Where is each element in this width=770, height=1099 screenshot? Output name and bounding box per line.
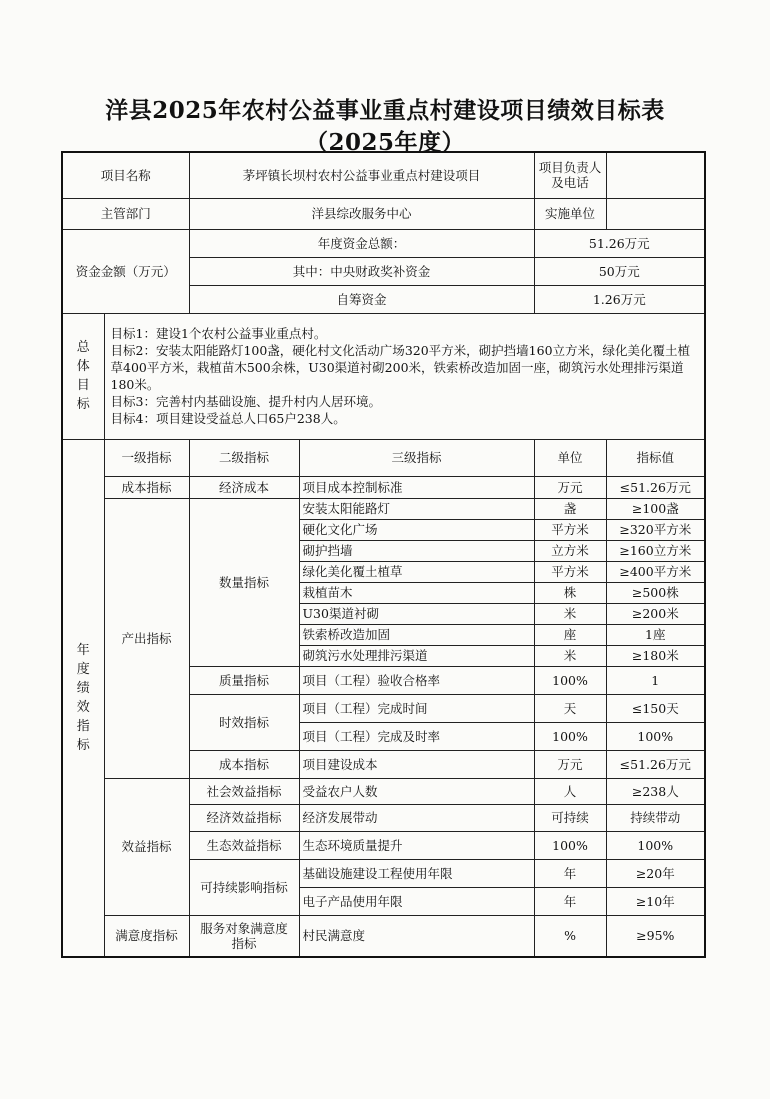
indicator-name: 绿化美化覆土植草 [299,561,534,582]
indicator-name: 生态环境质量提升 [299,831,534,859]
owner-phone-value [606,152,705,198]
indicator-value: 100% [606,831,705,859]
indicator-name: 栽植苗木 [299,582,534,603]
goal-item: 目标3：完善村内基础设施、提升村内人居环境。 [110,394,381,409]
level1-benefit: 效益指标 [104,778,189,915]
level2-service: 服务对象满意度指标 [189,915,299,957]
indicator-unit: 座 [534,624,606,645]
indicator-unit: % [534,915,606,957]
owner-phone-label: 项目负责人及电话 [534,152,606,198]
indicator-value: ≥400平方米 [606,561,705,582]
level2-cost: 成本指标 [189,750,299,778]
level2-timeliness: 时效指标 [189,694,299,750]
funds-total-value: 51.26万元 [534,229,705,257]
indicator-unit: 株 [534,582,606,603]
indicator-unit: 平方米 [534,561,606,582]
table-row [62,778,705,804]
indicator-unit: 年 [534,859,606,887]
indicator-name: 砌筑污水处理排污渠道 [299,645,534,666]
indicator-value: ≥180米 [606,645,705,666]
header-value: 指标值 [606,439,705,476]
indicators-section-text: 年度绩效指标 [76,642,90,753]
dept-label: 主管部门 [62,198,189,229]
level2-economic-cost: 经济成本 [189,476,299,498]
funds-self-value: 1.26万元 [534,285,705,313]
indicator-unit: 人 [534,778,606,804]
header-level3: 三级指标 [299,439,534,476]
indicator-value: 1 [606,666,705,694]
funds-central-value: 50万元 [534,257,705,285]
goals-label [62,313,104,439]
indicator-value: ≥200米 [606,603,705,624]
indicator-name: 经济发展带动 [299,804,534,831]
indicator-unit: 可持续 [534,804,606,831]
indicators-section-label [62,439,104,957]
indicator-unit: 平方米 [534,519,606,540]
level2-economic: 经济效益指标 [189,804,299,831]
indicator-unit: 100% [534,831,606,859]
goal-item: 目标1：建设1个农村公益事业重点村。 [110,326,327,341]
indicator-unit: 立方米 [534,540,606,561]
indicator-value: ≥10年 [606,887,705,915]
indicator-value: ≥95% [606,915,705,957]
indicator-value: ≥160立方米 [606,540,705,561]
indicator-name: 基础设施建设工程使用年限 [299,859,534,887]
indicator-value: ≥20年 [606,859,705,887]
indicator-value: ≥100盏 [606,498,705,519]
indicator-header-row [62,439,705,476]
indicator-unit: 盏 [534,498,606,519]
indicator-unit: 万元 [534,750,606,778]
indicator-unit: 米 [534,603,606,624]
level1-output: 产出指标 [104,498,189,778]
funds-central-label: 其中：中央财政奖补资金 [189,257,534,285]
indicator-name: 电子产品使用年限 [299,887,534,915]
indicator-unit: 米 [534,645,606,666]
indicator-name: 项目（工程）完成时间 [299,694,534,722]
performance-table [61,151,706,958]
indicator-name: 砌护挡墙 [299,540,534,561]
indicator-value: 100% [606,722,705,750]
level2-quality: 质量指标 [189,666,299,694]
indicator-unit: 天 [534,694,606,722]
goals-content [104,313,705,439]
indicator-unit: 100% [534,666,606,694]
level1-cost: 成本指标 [104,476,189,498]
indicator-value: ≥238人 [606,778,705,804]
funds-label: 资金金额（万元） [62,229,189,313]
page-subtitle: （2025年度） [304,129,465,156]
goal-item: 目标4：项目建设受益总人口65户238人。 [110,411,346,426]
header-level2: 二级指标 [189,439,299,476]
dept-value: 洋县综改服务中心 [189,198,534,229]
indicator-value: ≤51.26万元 [606,476,705,498]
indicator-name: 项目（工程）完成及时率 [299,722,534,750]
indicator-unit: 100% [534,722,606,750]
goal-item: 目标2：安装太阳能路灯100盏，硬化村文化活动广场320平方米，砌护挡墙160立方米，绿化美化覆土植草400平方米，栽植苗木500余株，U30渠道衬砌200米，铁索桥改造加固一座，砌筑污水处理排污渠道180米。 [110,343,691,392]
level2-sustainable: 可持续影响指标 [189,859,299,915]
indicator-name: U30渠道衬砌 [299,603,534,624]
indicator-value: 持续带动 [606,804,705,831]
indicator-name: 项目建设成本 [299,750,534,778]
goals-label-text: 总体目标 [76,340,90,412]
impl-label: 实施单位 [534,198,606,229]
indicator-name: 项目（工程）验收合格率 [299,666,534,694]
project-name-row [62,152,705,198]
indicator-name: 村民满意度 [299,915,534,957]
indicator-name: 铁索桥改造加固 [299,624,534,645]
project-name-value: 茅坪镇长坝村农村公益事业重点村建设项目 [189,152,534,198]
dept-row [62,198,705,229]
indicator-value: ≤150天 [606,694,705,722]
project-name-label: 项目名称 [62,152,189,198]
level2-social: 社会效益指标 [189,778,299,804]
indicator-unit: 年 [534,887,606,915]
impl-value [606,198,705,229]
indicator-name: 项目成本控制标准 [299,476,534,498]
level1-satisfaction: 满意度指标 [104,915,189,957]
indicator-unit: 万元 [534,476,606,498]
indicator-name: 安装太阳能路灯 [299,498,534,519]
level2-quantity: 数量指标 [189,498,299,666]
table-row [62,476,705,498]
header-unit: 单位 [534,439,606,476]
page-title: 洋县2025年农村公益事业重点村建设项目绩效目标表 [105,97,665,124]
indicator-value: 1座 [606,624,705,645]
header-level1: 一级指标 [104,439,189,476]
indicator-name: 受益农户人数 [299,778,534,804]
indicator-value: ≤51.26万元 [606,750,705,778]
indicator-value: ≥500株 [606,582,705,603]
level2-ecological: 生态效益指标 [189,831,299,859]
table-row [62,498,705,519]
funds-total-row [62,229,705,257]
indicator-name: 硬化文化广场 [299,519,534,540]
indicator-value: ≥320平方米 [606,519,705,540]
table-row [62,915,705,957]
funds-total-label: 年度资金总额： [189,229,534,257]
goals-row [62,313,705,439]
funds-self-label: 自筹资金 [189,285,534,313]
